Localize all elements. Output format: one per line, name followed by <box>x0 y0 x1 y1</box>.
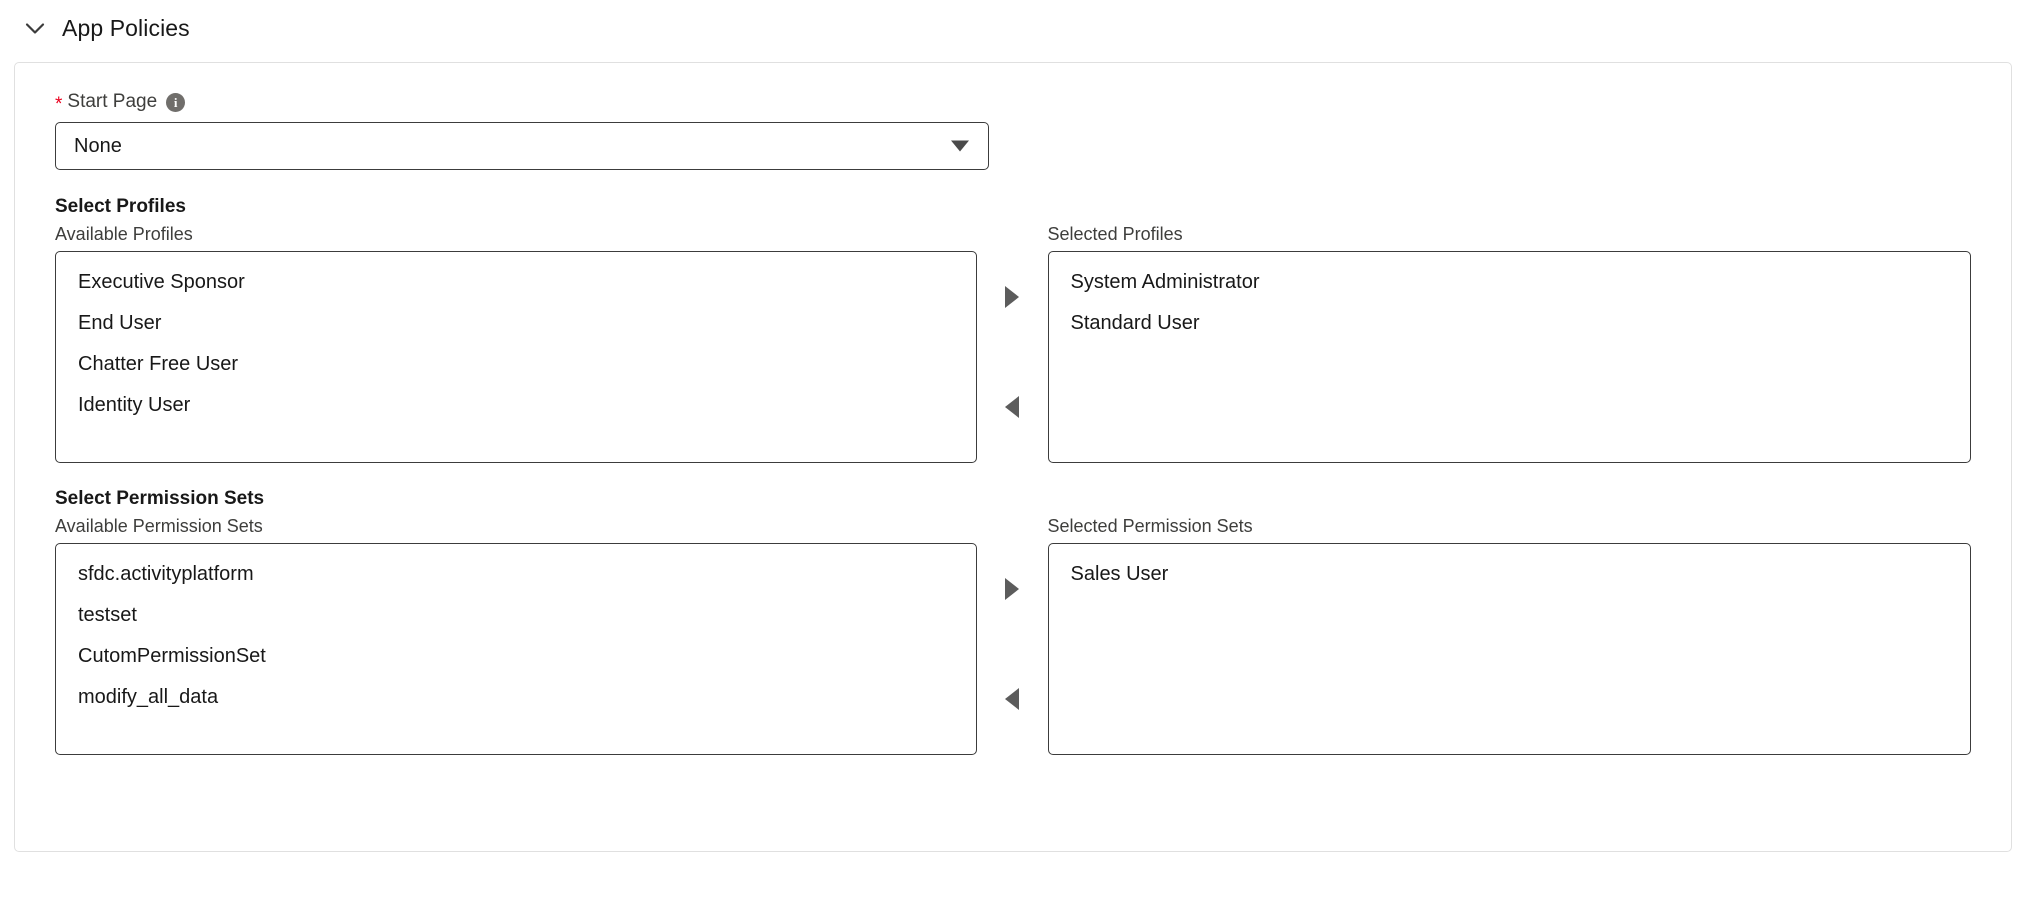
start-page-label: Start Page <box>67 91 158 112</box>
list-item[interactable]: testset <box>78 604 137 626</box>
list-item[interactable]: End User <box>78 312 162 334</box>
list-item[interactable]: modify_all_data <box>78 686 219 708</box>
start-page-label-row <box>55 91 1971 113</box>
selected-profiles-label: Selected Profiles <box>1047 224 1183 244</box>
available-profiles-label: Available Profiles <box>55 224 193 244</box>
available-permission-sets-column <box>55 516 977 755</box>
app-policies-section-header[interactable] <box>14 0 2012 56</box>
available-profiles-listbox[interactable] <box>55 251 977 463</box>
selected-profiles-column <box>1048 224 1971 463</box>
selected-profiles-listbox[interactable] <box>1048 251 1971 463</box>
available-profiles-column <box>55 224 977 463</box>
permission-sets-transfer-buttons <box>977 546 1048 758</box>
list-item[interactable]: System Administrator <box>1070 271 1260 293</box>
info-icon[interactable]: i <box>166 93 185 112</box>
profiles-dual-listbox <box>55 224 1971 466</box>
list-item[interactable]: CutomPermissionSet <box>78 645 266 667</box>
start-page-select[interactable] <box>55 122 989 170</box>
selected-permission-sets-column <box>1048 516 1971 755</box>
list-item[interactable]: Executive Sponsor <box>78 271 245 293</box>
chevron-down-icon[interactable] <box>951 141 969 152</box>
select-profiles-heading: Select Profiles <box>55 196 186 217</box>
selected-permission-sets-label: Selected Permission Sets <box>1047 516 1253 536</box>
available-permission-sets-listbox[interactable] <box>55 543 977 755</box>
available-permission-sets-label: Available Permission Sets <box>55 516 263 536</box>
required-marker: * <box>55 93 63 115</box>
profiles-transfer-buttons <box>977 254 1048 466</box>
page-title: App Policies <box>62 14 190 41</box>
list-item[interactable]: Sales User <box>1070 563 1169 585</box>
list-item[interactable]: Identity User <box>78 394 191 416</box>
chevron-down-icon[interactable] <box>22 15 48 41</box>
list-item[interactable]: Chatter Free User <box>78 353 239 375</box>
select-permission-sets-heading: Select Permission Sets <box>55 488 265 509</box>
app-policies-card <box>14 62 2012 852</box>
permission-sets-dual-listbox <box>55 516 1971 758</box>
selected-permission-sets-listbox[interactable] <box>1048 543 1971 755</box>
list-item[interactable]: sfdc.activityplatform <box>78 563 254 585</box>
arrow-right-icon[interactable] <box>1005 578 1019 600</box>
arrow-left-icon[interactable] <box>1005 688 1019 710</box>
arrow-left-icon[interactable] <box>1005 396 1019 418</box>
arrow-right-icon[interactable] <box>1005 286 1019 308</box>
list-item[interactable]: Standard User <box>1070 312 1200 334</box>
start-page-select-value[interactable]: None <box>55 122 989 170</box>
spacer <box>55 466 1971 488</box>
